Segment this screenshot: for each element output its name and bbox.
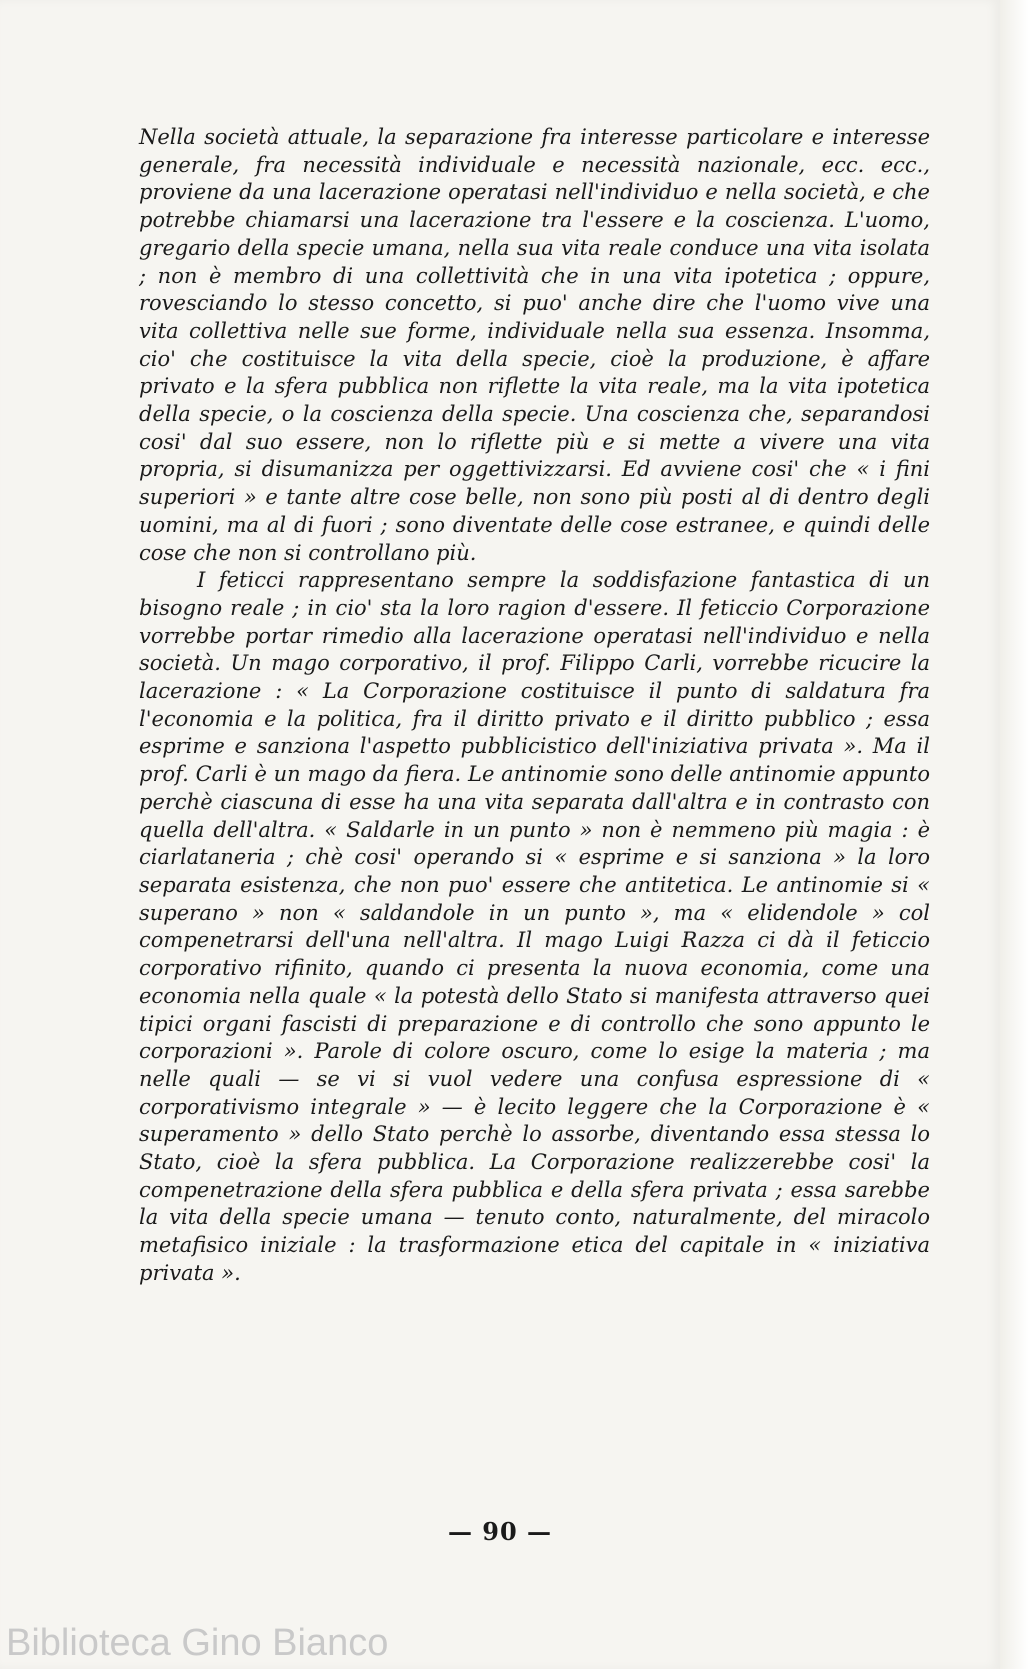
page-edge [1000, 0, 1029, 1669]
paragraph-1: Nella società attuale, la separazione fra interesse particolare e interesse generale, fra necessità individuale e necessità nazionale, ecc. ecc., proviene da una lacerazione operatasi nell'individuo e nella società, e che potrebbe chiamarsi una lacerazione tra l'essere e la coscienza. L'uomo, gregario della specie umana, nella sua vita reale conduce una vita isolata ; non è membro di una collettività che in una vita ipotetica ; oppure, rovesciando lo stesso concetto, si puo' anche dire che l'uomo vive una vita collettiva nelle sue forme, individuale nella sua essenza. Insomma, cio' che costituisce la vita della specie, cioè la produzione, è affare privato e la sfera pubblica non riflette la vita reale, ma la vita ipotetica della specie, o la coscienza della specie. Una coscienza che, separandosi cosi' dal suo essere, non lo riflette più e si mette a vivere una vita propria, si disumanizza per oggettivizzarsi. Ed avviene cosi' che « i fini superiori » e tante altre cose belle, non sono più posti al di dentro degli uomini, ma al di fuori ; sono diventate delle cose estranee, e quindi delle cose che non si controllano più. [139, 125, 930, 565]
library-watermark: Biblioteca Gino Bianco [6, 1622, 389, 1664]
page-number: — 90 — [447, 1517, 553, 1546]
body-text [139, 124, 930, 1288]
paragraph-2: I feticci rappresentano sempre la soddisfazione fantastica di un bisogno reale ; in cio' sta la loro ragion d'essere. Il feticcio Corporazione vorrebbe portar rimedio alla lacerazione operatasi nell'individuo e nella società. Un mago corporativo, il prof. Filippo Carli, vorrebbe ricucire la lacerazione : « La Corporazione costituisce il punto di saldatura fra l'economia e la politica, fra il diritto privato e il diritto pubblico ; essa esprime e sanziona l'aspetto pubblicistico dell'iniziativa privata ». Ma il prof. Carli è un mago da fiera. Le antinomie sono delle antinomie appunto perchè ciascuna di esse ha una vita separata dall'altra e in contrasto con quella dell'altra. « Saldarle in un punto » non è nemmeno più magia : è ciarlataneria ; chè cosi' operando si « esprime e si sanziona » la loro separata esistenza, che non puo' essere che antitetica. Le antinomie si « superano » non « saldandole in un punto », ma « elidendole » col compenetrarsi dell'una nell'altra. Il mago Luigi Razza ci dà il feticcio corporativo rifinito, quando ci presenta la nuova economia, come una economia nella quale « la potestà dello Stato si manifesta attraverso quei tipici organi fascisti di preparazione e di controllo che sono appunto le corporazioni ». Parole di colore oscuro, come lo esige la materia ; ma nelle quali — se vi si vuol vedere una confusa espressione di « corporativismo integrale » — è lecito leggere che la Corporazione è « superamento » dello Stato perchè lo assorbe, diventando essa stessa lo Stato, cioè la sfera pubblica. La Corporazione realizzerebbe cosi' la compenetrazione della sfera pubblica e della sfera privata ; essa sarebbe la vita della specie umana — tenuto conto, naturalmente, del miracolo metafisico iniziale : la trasformazione etica del capitale in « iniziativa privata ». [139, 568, 930, 1285]
